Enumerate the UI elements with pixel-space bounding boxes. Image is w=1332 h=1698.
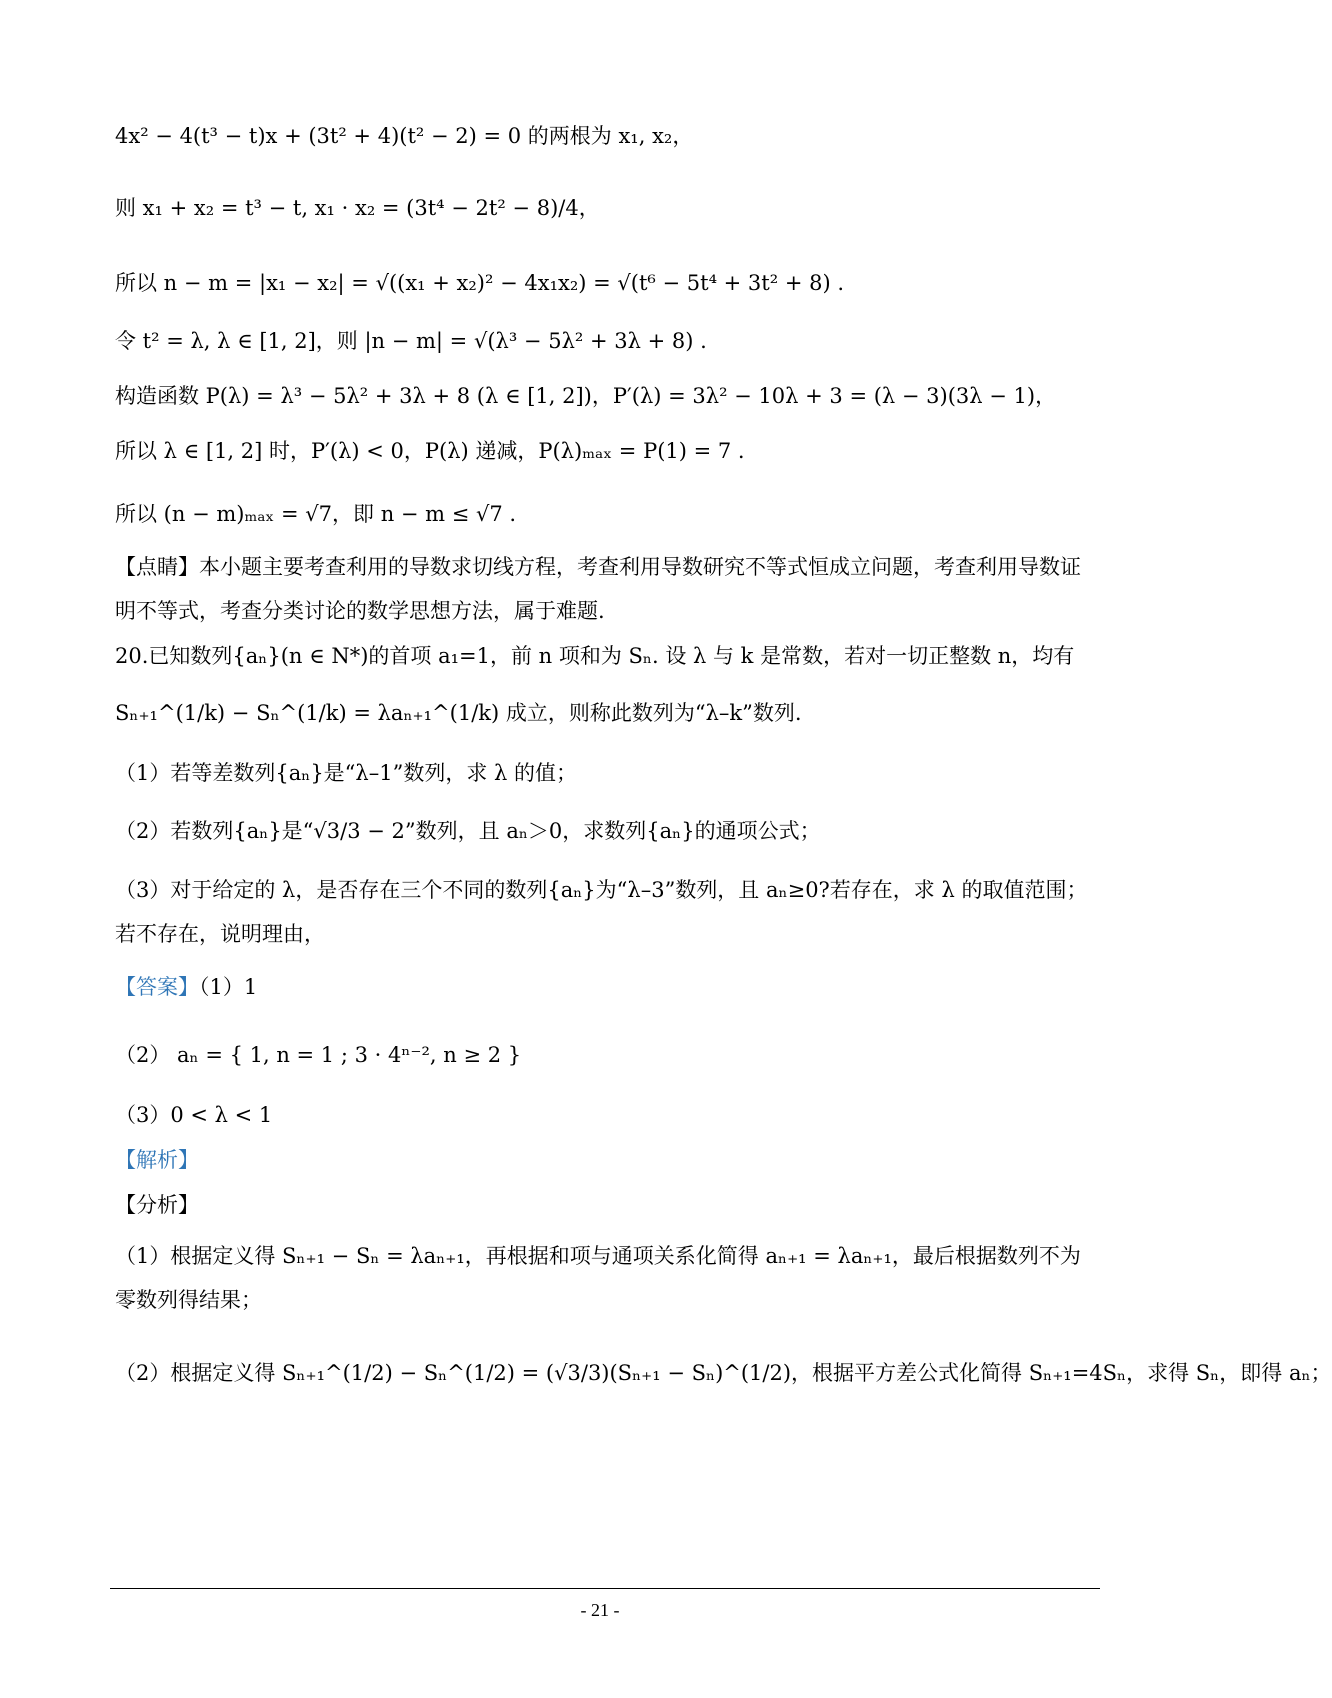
section-label: 【分析】 (115, 1193, 199, 1217)
answer-line: （2） aₙ = { 1, n = 1 ; 3 · 4ⁿ⁻², n ≥ 2 } (115, 1043, 522, 1067)
analysis-text: （1）根据定义得 Sₙ₊₁ − Sₙ = λaₙ₊₁，再根据和项与通项关系化简得 aₙ₊₁ = λaₙ₊₁，最后根据数列不为零数列得结果； (115, 1244, 1081, 1312)
text-line: Sₙ₊₁^(1/k) − Sₙ^(1/k) = λaₙ₊₁^(1/k) 成立，则称此数列为“λ–k”数列. (115, 701, 802, 725)
text-line: 所以 λ ∈ [1, 2] 时，P′(λ) < 0，P(λ) 递减，P(λ)ₘₐₓ = P(1) = 7 . (115, 439, 745, 463)
text-line: 所以 n − m = |x₁ − x₂| = √((x₁ + x₂)² − 4x₁x₂) = √(t⁶ − 5t⁴ + 3t² + 8) . (115, 271, 845, 295)
answer-text: （1）1 (199, 975, 258, 999)
problem-statement: 20.已知数列{aₙ}(n ∈ N*)的首项 a₁=1，前 n 项和为 Sₙ. 设 λ 与 k 是常数，若对一切正整数 n，均有 (115, 644, 1075, 668)
subquestion: （1）若等差数列{aₙ}是“λ–1”数列，求 λ 的值； (115, 761, 577, 785)
paragraph: 【点睛】本小题主要考查利用的导数求切线方程，考查利用导数研究不等式恒成立问题，考查利用导数证明不等式，考查分类讨论的数学思想方法，属于难题. (115, 555, 1081, 623)
subquestion: （3）对于给定的 λ，是否存在三个不同的数列{aₙ}为“λ–3”数列，且 aₙ≥0?若存在，求 λ 的取值范围；若不存在，说明理由， (115, 878, 1088, 946)
answer-line (115, 972, 1100, 1002)
text-line: 所以 (n − m)ₘₐₓ = √7，即 n − m ≤ √7 . (115, 502, 517, 526)
subquestion: （2）若数列{aₙ}是“√3/3 − 2”数列，且 aₙ＞0，求数列{aₙ}的通项公式； (115, 819, 821, 843)
footer-divider (110, 1588, 1100, 1589)
page-number: - 21 - (580, 1600, 620, 1620)
text-line: 令 t² = λ, λ ∈ [1, 2]，则 |n − m| = √(λ³ − 5λ² + 3λ + 8) . (115, 329, 707, 353)
analysis-label: 【解析】 (115, 1148, 199, 1172)
answer-line: （3）0 < λ < 1 (115, 1103, 273, 1127)
analysis-text: （2）根据定义得 Sₙ₊₁^(1/2) − Sₙ^(1/2) = (√3/3)(Sₙ₊₁ − Sₙ)^(1/2)，根据平方差公式化简得 Sₙ₊₁=4Sₙ，求得 Sₙ，即得 aₙ； (115, 1361, 1332, 1385)
text-line: 则 x₁ + x₂ = t³ − t, x₁ · x₂ = (3t⁴ − 2t² − 8)/4， (115, 196, 600, 220)
answer-label: 【答案】 (115, 975, 199, 999)
text-line: 构造函数 P(λ) = λ³ − 5λ² + 3λ + 8 (λ ∈ [1, 2])，P′(λ) = 3λ² − 10λ + 3 = (λ − 3)(3λ − 1)， (115, 384, 1057, 408)
text-line: 4x² − 4(t³ − t)x + (3t² + 4)(t² − 2) = 0 的两根为 x₁, x₂， (115, 124, 694, 148)
